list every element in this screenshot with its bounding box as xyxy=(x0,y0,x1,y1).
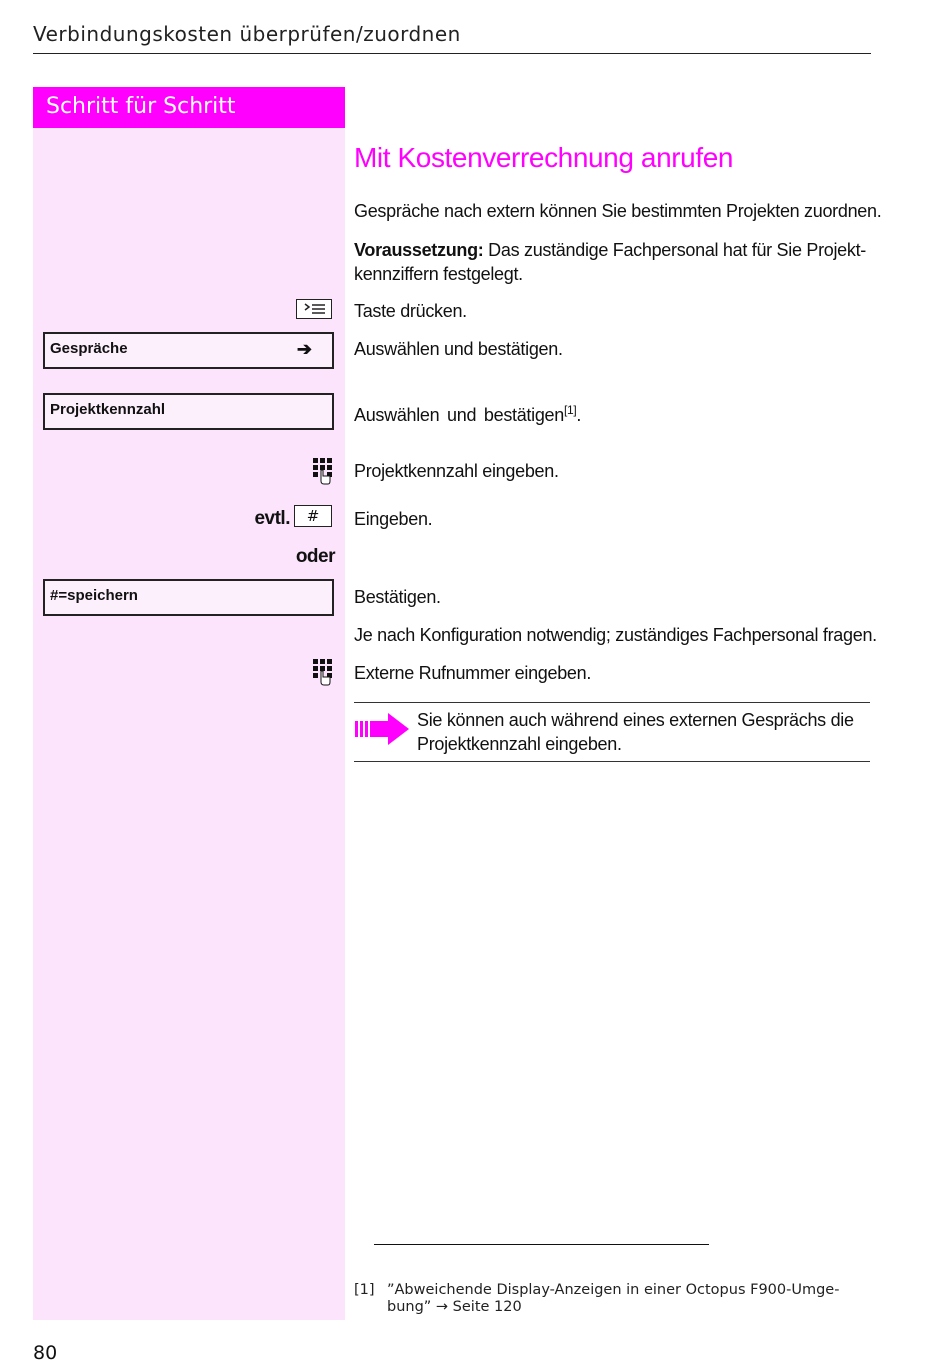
step-text xyxy=(354,398,581,427)
note-line: Sie können auch während eines externen Gesprächs die xyxy=(417,710,854,730)
step-text: Projektkennzahl eingeben. xyxy=(354,461,559,481)
menu-item-label: Gespräche xyxy=(50,340,128,357)
menu-item-gespraeche[interactable] xyxy=(43,332,334,369)
section-title: Mit Kostenverrechnung anrufen xyxy=(354,142,734,173)
note-bottom-rule xyxy=(354,761,870,762)
menu-item-label: Projektkennzahl xyxy=(50,401,166,418)
footnote-text: ”Abweichende Display-Anzeigen in einer Octopus F900-Umge- xyxy=(387,1282,840,1298)
step-text: Externe Rufnummer eingeben. xyxy=(354,663,592,683)
prerequisite-text: Das zuständige Fachpersonal hat für Sie Projekt- xyxy=(483,240,866,260)
step-text: Taste drücken. xyxy=(354,301,467,321)
footnote-link[interactable]: bung” → Seite 120 xyxy=(387,1299,522,1315)
menu-item-label: #=speichern xyxy=(50,587,138,604)
sidebar-heading: Schritt für Schritt xyxy=(33,87,345,128)
keypad-icon xyxy=(312,457,332,485)
arrow-right-icon: ➔ xyxy=(296,339,312,359)
page-header-title: Verbindungskosten überprüfen/zuordnen xyxy=(33,22,461,46)
keypad-icon xyxy=(312,658,332,686)
note-arrow-icon xyxy=(354,711,410,747)
evtl-label: evtl. xyxy=(254,508,290,529)
step-text: Bestätigen. xyxy=(354,587,441,607)
header-divider xyxy=(33,53,871,54)
note-top-rule xyxy=(354,702,870,703)
intro-text: Gespräche nach extern können Sie bestimmten Projekten zuordnen. xyxy=(354,201,882,221)
prerequisite-label: Voraussetzung: xyxy=(354,240,484,260)
step-text: Je nach Konfiguration notwendig; zuständiges Fachpersonal fragen. xyxy=(354,625,877,645)
menu-item-projektkennzahl[interactable] xyxy=(43,393,334,430)
footnote-divider xyxy=(374,1244,709,1245)
menu-item-speichern[interactable] xyxy=(43,579,334,616)
footnote-reference[interactable]: [1] xyxy=(563,403,577,417)
note-line: Projektkennzahl eingeben. xyxy=(417,734,622,754)
footnote-body xyxy=(387,1282,867,1316)
footnote-number: [1] xyxy=(354,1282,375,1298)
page-number: 80 xyxy=(33,1342,58,1364)
menu-key-icon xyxy=(296,299,332,319)
step-sidebar xyxy=(33,87,345,1320)
hash-key-icon xyxy=(294,505,332,527)
oder-label: oder xyxy=(295,546,335,567)
hash-key-label: # xyxy=(306,507,320,525)
step-text: Eingeben. xyxy=(354,509,433,529)
prerequisite xyxy=(354,238,869,286)
prerequisite-text-2: kennziffern festgelegt. xyxy=(354,264,523,284)
step-text-main: Auswählen und bestätigen xyxy=(354,405,564,425)
note-text xyxy=(417,708,867,756)
step-text-period: . xyxy=(576,405,582,425)
step-text: Auswählen und bestätigen. xyxy=(354,339,563,359)
